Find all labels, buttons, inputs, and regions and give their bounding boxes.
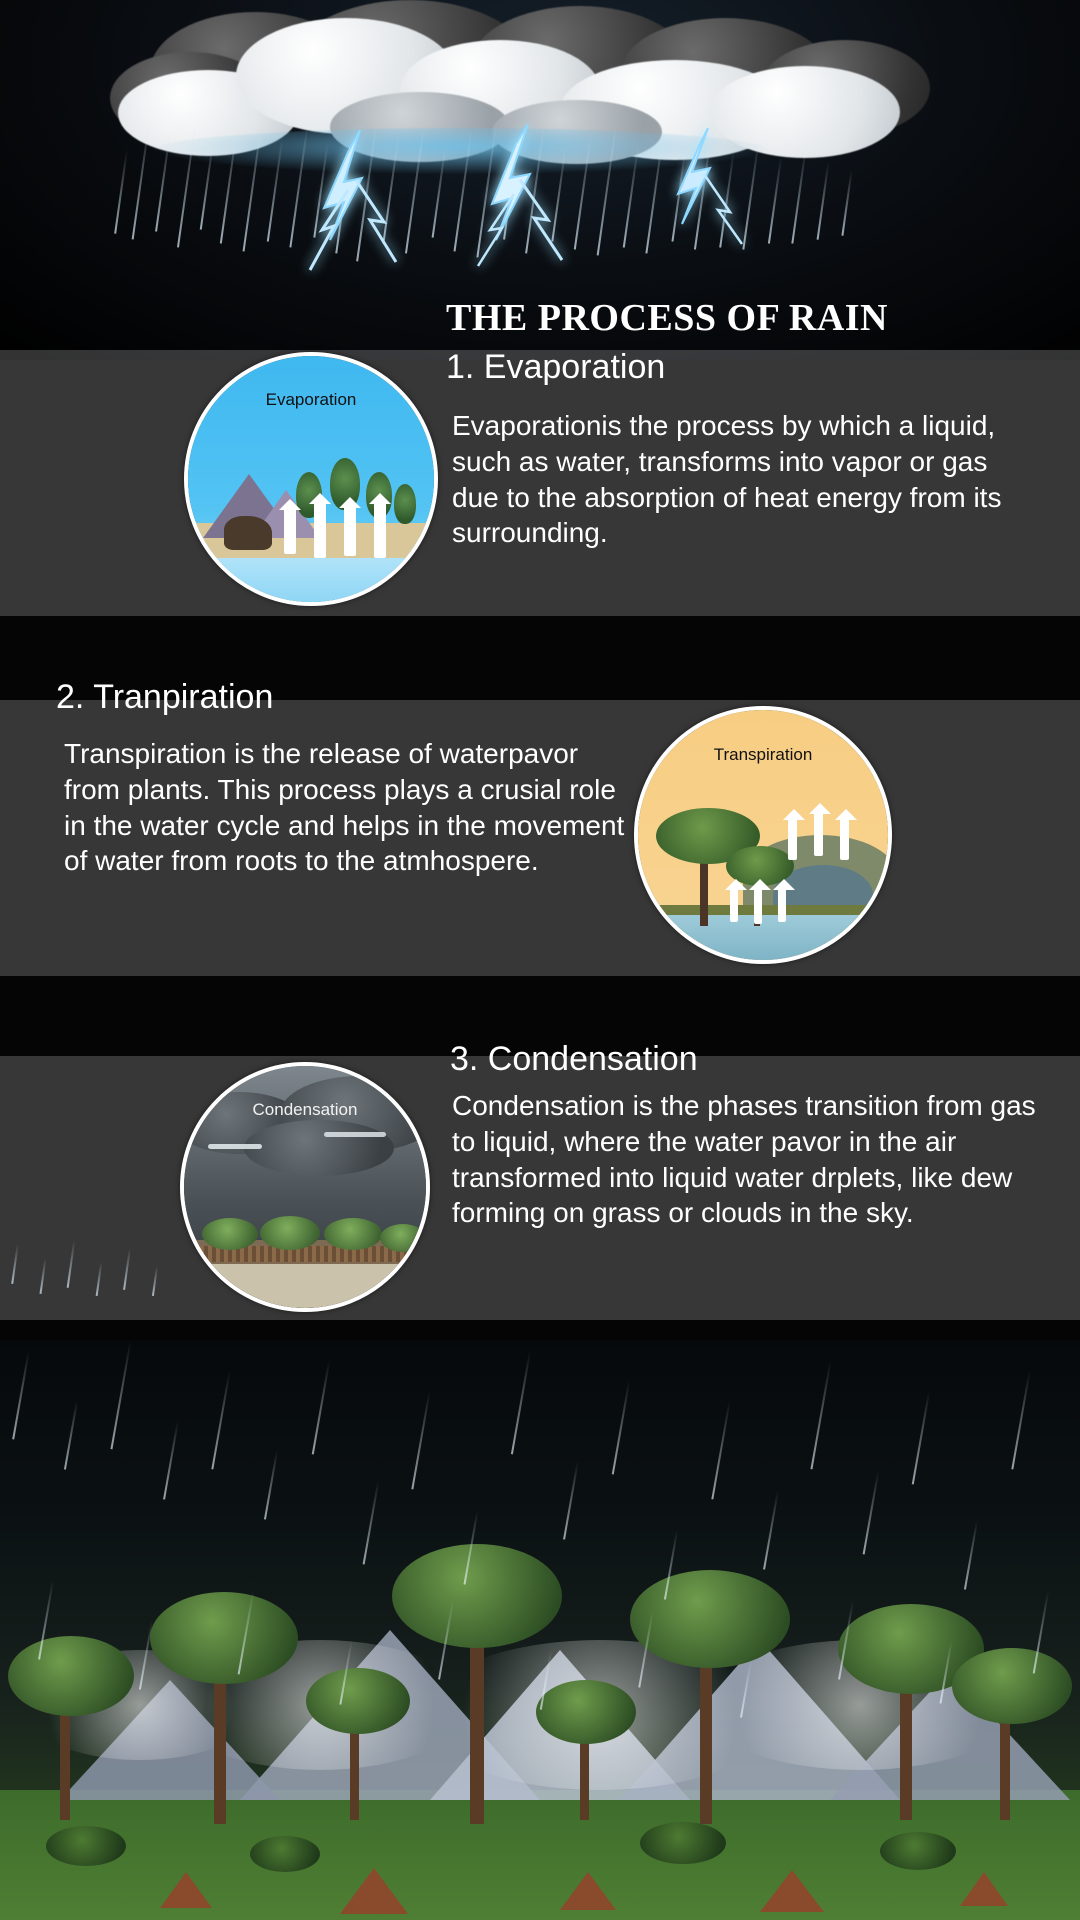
tree-canopy (630, 1570, 790, 1668)
transpiration-illustration (634, 706, 892, 964)
illustration-caption: Condensation (252, 1099, 358, 1119)
bush-icon (202, 1218, 258, 1250)
vapor-arrow-icon (814, 812, 823, 856)
shrub-icon (640, 1822, 726, 1864)
vapor-arrow-icon (730, 888, 738, 922)
tree-canopy (392, 1544, 562, 1648)
rock-shape (760, 1870, 824, 1912)
vapor-arrow-icon (284, 508, 296, 554)
bush-icon (260, 1216, 320, 1250)
section-2-body: Transpiration is the release of waterpavor from plants. This process plays a crusial role in the water cycle and helps in the movement of water from roots to the atmhospere. (64, 738, 625, 877)
ground (184, 1264, 426, 1308)
lightning-icon (660, 128, 770, 248)
rock-shape (960, 1872, 1008, 1906)
rock-shape (160, 1872, 212, 1908)
rock-shape (560, 1872, 616, 1910)
shrub-icon (250, 1836, 320, 1872)
section-1-body: Evaporationis the process by which a liquid, such as water, transforms into vapor or gas due to the absorption of heat energy from its surrounding. (452, 410, 1002, 549)
tree-canopy (952, 1648, 1072, 1724)
bush-icon (380, 1224, 426, 1252)
rock-shape (224, 516, 272, 550)
illustration-caption: Evaporation (265, 390, 357, 410)
vapor-arrow-icon (840, 818, 849, 860)
section-3-heading: 3. Condensation (450, 1040, 698, 1078)
vapor-arrow-icon (374, 502, 386, 558)
lightning-icon (300, 130, 430, 280)
vapor-arrow-icon (778, 888, 786, 922)
vapor-arrow-icon (314, 502, 326, 558)
lightning-icon (470, 124, 600, 274)
cloud-icon (244, 1120, 394, 1176)
mist-streak (324, 1132, 386, 1137)
tree-canopy (150, 1592, 298, 1684)
tree-icon (394, 484, 416, 524)
evaporation-illustration (184, 352, 438, 606)
water (638, 915, 888, 960)
section-1-heading: 1. Evaporation (446, 348, 666, 386)
rainy-forest-scene (0, 1340, 1080, 1920)
shrub-icon (880, 1832, 956, 1870)
condensation-illustration (180, 1062, 430, 1312)
vapor-arrow-icon (344, 506, 356, 556)
section-2-heading: 2. Tranpiration (56, 678, 274, 716)
rock-shape (340, 1868, 408, 1914)
mist-streak (208, 1144, 262, 1149)
tree-canopy (8, 1636, 134, 1716)
tree-canopy (536, 1680, 636, 1744)
section-3-body: Condensation is the phases transition from gas to liquid, where the water pavor in the air transformed into liquid water drplets, like dew forming on grass or clouds in the sky. (452, 1090, 1036, 1229)
tree-canopy (306, 1668, 410, 1734)
illustration-caption: Transpiration (713, 745, 813, 764)
shrub-icon (46, 1826, 126, 1866)
vapor-arrow-icon (754, 888, 762, 924)
bush-icon (324, 1218, 382, 1250)
page-title: THE PROCESS OF RAIN (446, 297, 888, 339)
vapor-arrow-icon (788, 818, 797, 860)
